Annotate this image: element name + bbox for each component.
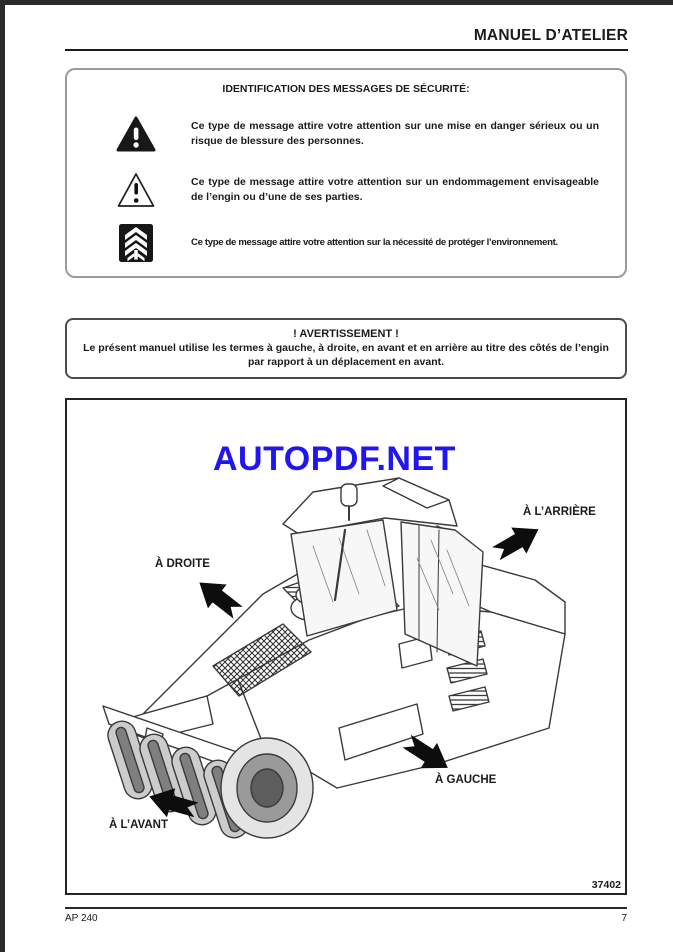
safety-message-text: Ce type de message attire votre attention sur la nécessité de protéger l’environnement. [191, 237, 558, 249]
scan-edge-top [0, 0, 673, 5]
page-title: MANUEL D’ATELIER [65, 27, 628, 51]
watermark-text: AUTOPDF.NET [213, 440, 456, 478]
safety-message-text: Ce type de message attire votre attention sur un endommagement envisageable de l’engin ou d’une de ses parties. [191, 176, 599, 203]
footer-divider [65, 907, 627, 909]
safety-messages-box [65, 68, 627, 278]
footer-page-number: 7 [621, 913, 627, 924]
footer-model: AP 240 [65, 913, 98, 924]
avertissement-title: ! AVERTISSEMENT ! [293, 328, 399, 340]
label-front: À L’AVANT [109, 819, 168, 831]
environment-fir-tree-icon [107, 224, 165, 262]
scan-edge-left [0, 0, 5, 952]
label-rear: À L’ARRIÈRE [523, 506, 596, 518]
avertissement-box [65, 318, 627, 379]
rear-left-wheel [221, 738, 313, 838]
label-right: À DROITE [155, 558, 210, 570]
safety-message-row [107, 171, 599, 209]
avertissement-text: Le présent manuel utilise les termes à gauche, à droite, en avant et en arrière au titre des côtés de l’engin par rapport à un déplacement en avant. [83, 342, 609, 368]
danger-triangle-filled-icon [107, 116, 165, 152]
label-left: À GAUCHE [435, 774, 497, 786]
safety-message-row [107, 116, 599, 152]
safety-box-title: IDENTIFICATION DES MESSAGES DE SÉCURITÉ: [222, 83, 470, 95]
figure-number: 37402 [591, 879, 621, 891]
safety-message-text: Ce type de message attire votre attention sur une mise en danger sérieux ou un risque de blessure des personnes. [191, 120, 599, 147]
orientation-figure-box [65, 398, 627, 895]
caution-triangle-outline-icon [107, 171, 165, 209]
safety-message-row [107, 224, 599, 262]
